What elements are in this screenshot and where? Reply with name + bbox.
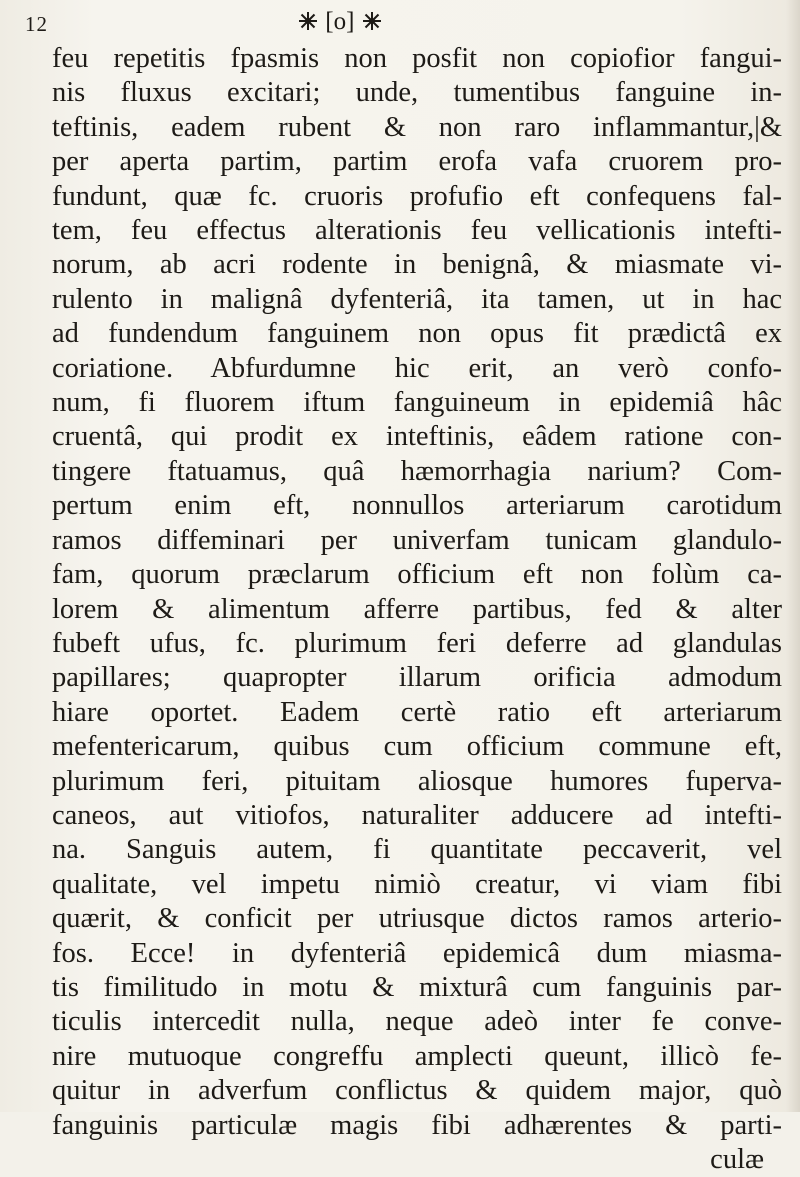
- body-text: [52, 42, 782, 1177]
- right-ornament-icon: [361, 10, 383, 32]
- page-header: [25, 6, 785, 42]
- text-line: mefentericarum, quibus cum officium commune eft,: [52, 731, 782, 763]
- catchword: culæ: [710, 1144, 764, 1175]
- left-ornament-icon: [297, 10, 319, 32]
- text-line: quærit, & conficit per utriusque dictos ramos arterio-: [52, 903, 782, 935]
- text-line: fam, quorum præclarum officium eft non folùm ca-: [52, 559, 782, 591]
- text-line: nis fluxus excitari; unde, tumentibus fanguine in-: [52, 77, 782, 109]
- text-line: teftinis, eadem rubent & non raro inflammantur,|&: [52, 111, 782, 143]
- text-line: tingere ftatuamus, quâ hæmorrhagia narium? Com-: [52, 455, 782, 487]
- text-line: fubeft ufus, fc. plurimum feri deferre ad glandulas: [52, 627, 782, 659]
- page-edge-shadow: [786, 0, 800, 1112]
- text-line: caneos, aut vitiofos, naturaliter adducere ad intefti-: [52, 799, 782, 831]
- text-line: na. Sanguis autem, fi quantitate peccaverit, vel: [52, 834, 782, 866]
- text-line: feu repetitis fpasmis non posfit non copiofior fangui-: [52, 43, 782, 74]
- text-line: hiare oportet. Eadem certè ratio eft arteriarum: [52, 696, 782, 728]
- text-line: num, fi fluorem iftum fanguineum in epidemiâ hâc: [52, 387, 782, 419]
- text-line: tis fimilitudo in motu & mixturâ cum fanguinis par-: [52, 971, 782, 1003]
- text-line: ticulis intercedit nulla, neque adeò inter fe conve-: [52, 1006, 782, 1038]
- text-line: quitur in adverfum conflictus & quidem major, quò: [52, 1075, 782, 1107]
- text-line: tem, feu effectus alterationis feu vellicationis intefti-: [52, 215, 782, 247]
- page-number: 12: [25, 12, 48, 36]
- text-line: coriatione. Abfurdumne hic erit, an verò confo-: [52, 352, 782, 384]
- text-line: fanguinis particulæ magis fibi adhærentes & parti-: [52, 1109, 782, 1141]
- signature-text: [o]: [325, 8, 355, 35]
- text-line: ramos diffeminari per univerfam tunicam glandulo-: [52, 524, 782, 556]
- text-line: papillares; quapropter illarum orificia admodum: [52, 662, 782, 694]
- text-line: fos. Ecce! in dyfenteriâ epidemicâ dum miasma-: [52, 937, 782, 969]
- text-line: plurimum feri, pituitam aliosque humores fuperva-: [52, 765, 782, 797]
- text-line: per aperta partim, partim erofa vafa cruorem pro-: [52, 146, 782, 178]
- text-line: nire mutuoque congreffu amplecti queunt, illicò fe-: [52, 1040, 782, 1072]
- signature-mark: [297, 8, 383, 36]
- text-line: fundunt, quæ fc. cruoris profufio eft confequens fal-: [52, 180, 782, 212]
- text-line: lorem & alimentum afferre partibus, fed & alter: [52, 593, 782, 625]
- text-line: norum, ab acri rodente in benignâ, & miasmate vi-: [52, 249, 782, 281]
- text-line: ad fundendum fanguinem non opus fit prædictâ ex: [52, 318, 782, 350]
- text-line: pertum enim eft, nonnullos arteriarum carotidum: [52, 490, 782, 522]
- text-line: cruentâ, qui prodit ex inteftinis, eâdem ratione con-: [52, 421, 782, 453]
- text-line: rulento in malignâ dyfenteriâ, ita tamen, ut in hac: [52, 283, 782, 315]
- text-line: qualitate, vel impetu nimiò creatur, vi viam fibi: [52, 868, 782, 900]
